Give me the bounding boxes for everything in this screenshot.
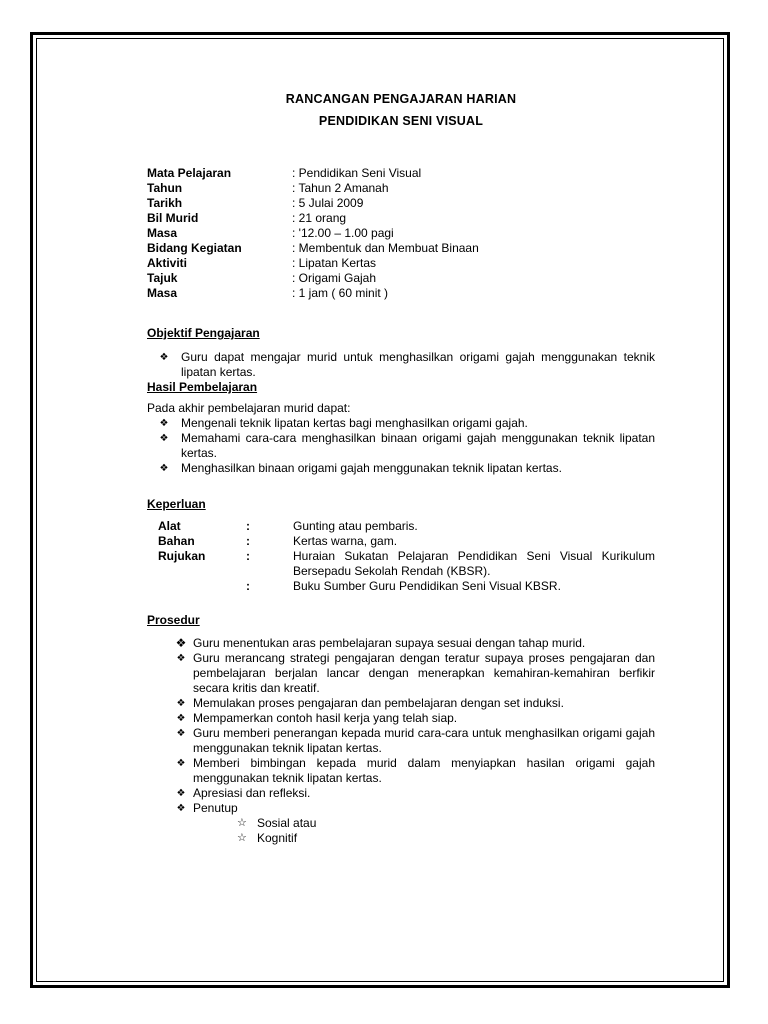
info-value: : Membentuk dan Membuat Binaan xyxy=(292,241,479,255)
info-value: : Tahun 2 Amanah xyxy=(292,181,389,195)
keperluan-table xyxy=(147,519,655,594)
info-row xyxy=(147,271,655,286)
prosedur-item xyxy=(169,651,655,696)
keperluan-value: Kertas warna, gam. xyxy=(293,534,398,548)
keperluan-colon: : xyxy=(246,519,250,533)
info-row xyxy=(147,166,655,181)
prosedur-item-text: Memberi bimbingan kepada murid dalam menyiapkan hasilan origami gajah menggunakan teknik lipatan kertas. xyxy=(193,756,655,785)
objektif-item xyxy=(147,350,655,380)
prosedur-item xyxy=(169,756,655,786)
keperluan-row xyxy=(147,534,655,549)
prosedur-sub-item-text: Kognitif xyxy=(257,831,298,845)
info-row xyxy=(147,241,655,256)
diamond-bullet-icon: ❖ xyxy=(176,713,186,724)
keperluan-label: Bahan xyxy=(158,534,195,548)
info-label: Tarikh xyxy=(147,196,183,210)
diamond-bullet-icon: ❖ xyxy=(176,758,186,769)
prosedur-sub-item xyxy=(237,831,655,846)
hasil-item xyxy=(147,416,655,431)
info-row xyxy=(147,211,655,226)
document-subtitle: PENDIDIKAN SENI VISUAL xyxy=(318,114,484,128)
info-row xyxy=(147,181,655,196)
info-value: : Lipatan Kertas xyxy=(292,256,377,270)
info-label: Masa xyxy=(147,286,178,300)
diamond-bullet-icon: ❖ xyxy=(176,698,186,709)
hasil-item-text: Mengenali teknik lipatan kertas bagi menghasilkan origami gajah. xyxy=(181,416,528,430)
hasil-item-text: Menghasilkan binaan origami gajah menggunakan teknik lipatan kertas. xyxy=(181,461,562,475)
info-row xyxy=(147,256,655,271)
info-value: : 21 orang xyxy=(292,211,347,225)
keperluan-value: Buku Sumber Guru Pendidikan Seni Visual KBSR. xyxy=(293,579,561,593)
hasil-intro: Pada akhir pembelajaran murid dapat: xyxy=(147,401,351,415)
hasil-item-text: Memahami cara-cara menghasilkan binaan origami gajah menggunakan teknik lipatan kertas. xyxy=(181,431,655,460)
info-value: : 5 Julai 2009 xyxy=(292,196,364,210)
keperluan-row xyxy=(147,549,655,579)
keperluan-colon: : xyxy=(246,534,250,548)
prosedur-item-text: Guru menentukan aras pembelajaran supaya sesuai dengan tahap murid. xyxy=(193,636,586,650)
info-value: : Pendidikan Seni Visual xyxy=(292,166,422,180)
prosedur-sub-item xyxy=(237,816,655,831)
diamond-bullet-icon: ❖ xyxy=(159,463,169,474)
keperluan-colon: : xyxy=(246,579,250,593)
prosedur-item-text: Guru memberi penerangan kepada murid cara-cara untuk menghasilkan origami gajah menggunakan teknik lipatan kertas. xyxy=(193,726,655,755)
keperluan-label: Alat xyxy=(158,519,181,533)
keperluan-label: Rujukan xyxy=(158,549,206,563)
prosedur-item-text: Apresiasi dan refleksi. xyxy=(193,786,311,800)
diamond-bullet-icon: ❖ xyxy=(159,418,169,429)
keperluan-label xyxy=(147,579,246,594)
keperluan-row xyxy=(147,519,655,534)
info-label: Masa xyxy=(147,226,178,240)
hasil-item xyxy=(147,461,655,476)
prosedur-item xyxy=(169,786,655,801)
info-label: Tahun xyxy=(147,181,183,195)
keperluan-value: Huraian Sukatan Pelajaran Pendidikan Seni Visual Kurikulum Bersepadu Sekolah Rendah (KBSR). xyxy=(293,549,655,578)
info-label: Bidang Kegiatan xyxy=(147,241,242,255)
prosedur-item xyxy=(169,636,655,651)
objektif-item-text: Guru dapat mengajar murid untuk menghasilkan origami gajah menggunakan teknik lipatan kertas. xyxy=(181,350,655,379)
star-bullet-icon: ☆ xyxy=(237,832,247,844)
diamond-bullet-icon: ❖ xyxy=(176,803,186,814)
info-value: : '12.00 – 1.00 pagi xyxy=(292,226,394,240)
objektif-heading: Objektif Pengajaran xyxy=(147,326,260,340)
star-bullet-icon: ☆ xyxy=(237,817,247,829)
info-label: Mata Pelajaran xyxy=(147,166,232,180)
info-row xyxy=(147,196,655,211)
diamond-bullet-icon: ❖ xyxy=(175,636,187,650)
prosedur-item xyxy=(169,726,655,756)
diamond-bullet-icon: ❖ xyxy=(176,788,186,799)
document-body xyxy=(147,92,655,846)
info-row xyxy=(147,286,655,301)
keperluan-row xyxy=(147,579,655,594)
prosedur-heading: Prosedur xyxy=(147,613,200,627)
prosedur-item xyxy=(169,696,655,711)
keperluan-heading: Keperluan xyxy=(147,497,206,511)
keperluan-value: Gunting atau pembaris. xyxy=(293,519,418,533)
diamond-bullet-icon: ❖ xyxy=(159,352,169,363)
prosedur-item-text: Guru merancang strategi pengajaran dengan teratur supaya proses pengajaran dan pembelajaran berjalan lancar dengan menerapkan kemahiran-kemahiran berfikir secara kritis dan kreatif. xyxy=(193,651,655,695)
diamond-bullet-icon: ❖ xyxy=(176,653,186,664)
document-title: RANCANGAN PENGAJARAN HARIAN xyxy=(285,92,517,106)
prosedur-item-text: Mempamerkan contoh hasil kerja yang telah siap. xyxy=(193,711,458,725)
prosedur-list xyxy=(147,636,655,846)
diamond-bullet-icon: ❖ xyxy=(159,433,169,444)
hasil-item xyxy=(147,431,655,461)
info-label: Bil Murid xyxy=(147,211,199,225)
prosedur-item-text: Memulakan proses pengajaran dan pembelajaran dengan set induksi. xyxy=(193,696,564,710)
keperluan-colon: : xyxy=(246,549,250,563)
info-value: : 1 jam ( 60 minit ) xyxy=(292,286,389,300)
info-row xyxy=(147,226,655,241)
diamond-bullet-icon: ❖ xyxy=(176,728,186,739)
hasil-heading: Hasil Pembelajaran xyxy=(147,380,258,394)
info-value: : Origami Gajah xyxy=(292,271,377,285)
prosedur-item-text: Penutup xyxy=(193,801,238,815)
prosedur-item xyxy=(169,801,655,816)
info-table xyxy=(147,166,655,301)
prosedur-item xyxy=(169,711,655,726)
prosedur-sub-item-text: Sosial atau xyxy=(257,816,317,830)
info-label: Aktiviti xyxy=(147,256,188,270)
info-label: Tajuk xyxy=(147,271,178,285)
